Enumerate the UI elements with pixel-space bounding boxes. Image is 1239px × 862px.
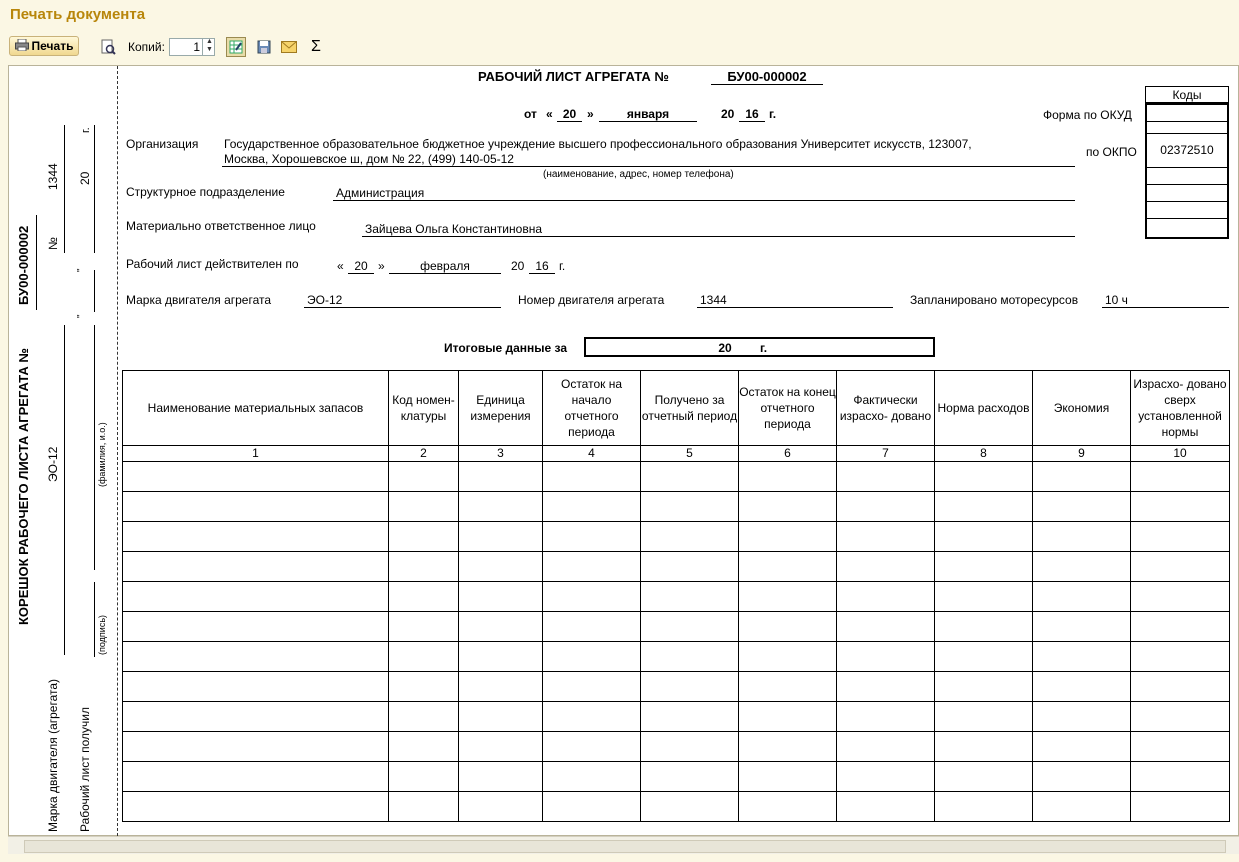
table-cell[interactable] xyxy=(123,702,389,732)
table-cell[interactable] xyxy=(641,732,739,762)
table-cell[interactable] xyxy=(837,642,935,672)
okpo-cell: 02372510 xyxy=(1145,134,1229,168)
table-cell[interactable] xyxy=(543,552,641,582)
okud-label: Форма по ОКУД xyxy=(1043,108,1132,122)
column-number: 3 xyxy=(459,446,543,462)
cut-line xyxy=(117,66,118,836)
table-cell[interactable] xyxy=(1131,732,1230,762)
valid-year-suffix: 16 xyxy=(529,259,555,274)
table-cell[interactable] xyxy=(543,522,641,552)
date-quote-open: « xyxy=(546,107,553,121)
table-cell[interactable] xyxy=(123,792,389,822)
table-cell[interactable] xyxy=(739,612,837,642)
column-header: Фактически израсхо- довано xyxy=(837,371,935,446)
stub-quote-1: " xyxy=(76,268,87,272)
table-cell[interactable] xyxy=(1033,792,1131,822)
valid-day: 20 xyxy=(348,259,374,274)
table-cell[interactable] xyxy=(543,732,641,762)
table-cell[interactable] xyxy=(739,732,837,762)
stub-year-g: г. xyxy=(80,127,92,133)
table-cell[interactable] xyxy=(935,732,1033,762)
materials-table xyxy=(122,370,1230,822)
stub-engine-number-line xyxy=(64,125,65,253)
sum-icon[interactable]: Σ xyxy=(311,38,321,55)
stub-year-prefix: 20 xyxy=(78,171,92,185)
okud-cell xyxy=(1145,103,1229,122)
table-cell[interactable] xyxy=(837,492,935,522)
table-cell[interactable] xyxy=(389,762,459,792)
table-cell[interactable] xyxy=(543,762,641,792)
table-cell[interactable] xyxy=(935,642,1033,672)
codes-cell-2 xyxy=(1145,122,1229,134)
codes-cell-4 xyxy=(1145,168,1229,185)
table-cell[interactable] xyxy=(459,492,543,522)
table-cell[interactable] xyxy=(935,672,1033,702)
table-cell[interactable] xyxy=(837,702,935,732)
totals-year-prefix: 20 xyxy=(712,341,738,356)
codes-box xyxy=(1145,86,1229,239)
table-cell[interactable] xyxy=(1131,492,1230,522)
table-cell[interactable] xyxy=(837,762,935,792)
copies-input[interactable]: 1 xyxy=(169,38,215,56)
table-cell[interactable] xyxy=(837,672,935,702)
stub-year-line xyxy=(94,125,95,253)
table-cell[interactable] xyxy=(935,522,1033,552)
table-cell[interactable] xyxy=(641,462,739,492)
table-cell[interactable] xyxy=(739,642,837,672)
table-cell[interactable] xyxy=(739,672,837,702)
stub-no-sign: № xyxy=(46,237,60,250)
engine-number-label: Номер двигателя агрегата xyxy=(518,293,665,307)
codes-header: Коды xyxy=(1145,86,1229,103)
table-cell[interactable] xyxy=(837,792,935,822)
table-row xyxy=(123,582,1230,612)
stub-date-line xyxy=(94,270,95,312)
codes-cell-5 xyxy=(1145,185,1229,202)
table-cell[interactable] xyxy=(123,642,389,672)
valid-year-prefix: 20 xyxy=(511,259,525,273)
horizontal-scrollbar[interactable] xyxy=(8,836,1239,854)
table-cell[interactable] xyxy=(641,612,739,642)
column-number: 9 xyxy=(1033,446,1131,462)
table-cell[interactable] xyxy=(389,642,459,672)
table-cell[interactable] xyxy=(739,762,837,792)
table-cell[interactable] xyxy=(837,522,935,552)
table-cell[interactable] xyxy=(641,672,739,702)
table-cell[interactable] xyxy=(459,762,543,792)
doc-year-g: г. xyxy=(769,107,777,121)
table-cell[interactable] xyxy=(1131,462,1230,492)
table-cell[interactable] xyxy=(1033,702,1131,732)
column-header: Единица измерения xyxy=(459,371,543,446)
table-cell[interactable] xyxy=(837,732,935,762)
column-number: 1 xyxy=(123,446,389,462)
stub-engine-number: 1344 xyxy=(46,163,60,190)
column-header: Получено за отчетный период xyxy=(641,371,739,446)
table-cell[interactable] xyxy=(459,522,543,552)
table-cell[interactable] xyxy=(459,552,543,582)
column-header: Код номен- клатуры xyxy=(389,371,459,446)
table-row xyxy=(123,612,1230,642)
table-cell[interactable] xyxy=(641,522,739,552)
table-cell[interactable] xyxy=(837,612,935,642)
table-cell[interactable] xyxy=(1033,552,1131,582)
stub-sign-hint: (подпись) xyxy=(97,614,107,655)
table-cell[interactable] xyxy=(389,672,459,702)
engine-brand-label: Марка двигателя агрегата xyxy=(126,293,272,307)
table-cell[interactable] xyxy=(389,732,459,762)
column-number: 6 xyxy=(739,446,837,462)
table-cell[interactable] xyxy=(1033,492,1131,522)
table-row xyxy=(123,462,1230,492)
table-cell[interactable] xyxy=(123,582,389,612)
table-cell[interactable] xyxy=(641,702,739,732)
table-cell[interactable] xyxy=(935,612,1033,642)
table-row xyxy=(123,642,1230,672)
table-cell[interactable] xyxy=(1131,612,1230,642)
table-cell[interactable] xyxy=(459,672,543,702)
table-cell[interactable] xyxy=(543,702,641,732)
copies-spinner[interactable] xyxy=(202,38,216,56)
print-button-label: Печать xyxy=(31,39,74,53)
column-number: 2 xyxy=(389,446,459,462)
table-cell[interactable] xyxy=(739,522,837,552)
valid-label: Рабочий лист действителен по xyxy=(126,257,299,271)
window-title: Печать документа xyxy=(10,6,146,23)
table-cell[interactable] xyxy=(739,462,837,492)
table-cell[interactable] xyxy=(935,702,1033,732)
table-cell[interactable] xyxy=(459,732,543,762)
spin-down-icon[interactable]: ▼ xyxy=(206,46,213,53)
table-row xyxy=(123,732,1230,762)
table-cell[interactable] xyxy=(935,762,1033,792)
dept-value: Администрация xyxy=(333,186,1075,201)
table-cell[interactable] xyxy=(543,612,641,642)
edit-mode-icon[interactable] xyxy=(226,37,246,57)
table-cell[interactable] xyxy=(1131,642,1230,672)
table-cell[interactable] xyxy=(1131,762,1230,792)
table-cell[interactable] xyxy=(389,612,459,642)
spin-up-icon[interactable]: ▲ xyxy=(206,38,213,45)
table-cell[interactable] xyxy=(1131,792,1230,822)
table-cell[interactable] xyxy=(123,612,389,642)
table-cell[interactable] xyxy=(1131,582,1230,612)
table-cell[interactable] xyxy=(389,792,459,822)
table-cell[interactable] xyxy=(1033,642,1131,672)
org-label: Организация xyxy=(126,137,199,151)
table-cell[interactable] xyxy=(543,642,641,672)
table-cell[interactable] xyxy=(1131,552,1230,582)
codes-cell-7 xyxy=(1145,219,1229,239)
table-cell[interactable] xyxy=(935,462,1033,492)
column-number: 7 xyxy=(837,446,935,462)
column-number: 10 xyxy=(1131,446,1230,462)
table-row xyxy=(123,702,1230,732)
table-cell[interactable] xyxy=(389,492,459,522)
table-cell[interactable] xyxy=(739,492,837,522)
org-line1: Государственное образовательное бюджетное учреждение высшего профессионального образования Университет искусств, 123007, xyxy=(224,137,972,151)
table-cell[interactable] xyxy=(123,552,389,582)
dept-label: Структурное подразделение xyxy=(126,185,285,199)
table-cell[interactable] xyxy=(543,462,641,492)
table-cell[interactable] xyxy=(123,732,389,762)
table-row xyxy=(123,552,1230,582)
totals-label: Итоговые данные за xyxy=(444,341,567,355)
mol-label: Материально ответственное лицо xyxy=(126,219,316,233)
column-header: Израсхо- довано сверх установленной нормы xyxy=(1131,371,1230,446)
mail-icon[interactable] xyxy=(279,37,299,57)
table-cell[interactable] xyxy=(1033,522,1131,552)
doc-year-suffix: 16 xyxy=(739,107,765,122)
table-cell[interactable] xyxy=(1033,582,1131,612)
table-cell[interactable] xyxy=(459,612,543,642)
table-cell[interactable] xyxy=(1033,672,1131,702)
column-header: Норма расходов xyxy=(935,371,1033,446)
stub-sign-line xyxy=(94,582,95,657)
table-cell[interactable] xyxy=(837,462,935,492)
column-header: Остаток на конец отчетного периода xyxy=(739,371,837,446)
column-header: Остаток на начало отчетного периода xyxy=(543,371,641,446)
printer-icon xyxy=(15,39,29,54)
stub-fio-hint: (фамилия, и.о.) xyxy=(97,422,107,487)
table-cell[interactable] xyxy=(837,552,935,582)
table-cell[interactable] xyxy=(389,552,459,582)
stub-engine-brand-label: Марка двигателя (агрегата) xyxy=(46,678,60,832)
table-row xyxy=(123,522,1230,552)
codes-cell-6 xyxy=(1145,202,1229,219)
stub-fio-line xyxy=(94,325,95,570)
table-cell[interactable] xyxy=(739,702,837,732)
engine-brand-value: ЭО-12 xyxy=(304,293,501,308)
table-cell[interactable] xyxy=(641,762,739,792)
table-cell[interactable] xyxy=(459,702,543,732)
table-cell[interactable] xyxy=(459,642,543,672)
doc-title: РАБОЧИЙ ЛИСТ АГРЕГАТА № xyxy=(478,69,669,84)
planned-value: 10 ч xyxy=(1102,293,1229,308)
stub-title: КОРЕШОК РАБОЧЕГО ЛИСТА АГРЕГАТА № xyxy=(16,348,31,625)
org-line2: Москва, Хорошевское ш, дом № 22, (499) 140-05-12 xyxy=(222,152,1075,167)
scrollbar-thumb[interactable] xyxy=(24,840,1226,853)
mol-value: Зайцева Ольга Константиновна xyxy=(362,222,1075,237)
table-cell[interactable] xyxy=(935,582,1033,612)
table-cell[interactable] xyxy=(389,522,459,552)
table-row xyxy=(123,672,1230,702)
date-quote-close: » xyxy=(587,107,594,121)
save-icon[interactable] xyxy=(254,37,274,57)
table-cell[interactable] xyxy=(739,552,837,582)
doc-year-prefix: 20 xyxy=(721,107,735,121)
table-row xyxy=(123,492,1230,522)
copies-label: Копий: xyxy=(128,40,165,54)
column-header: Наименование материальных запасов xyxy=(123,371,389,446)
table-row xyxy=(123,792,1230,822)
table-cell[interactable] xyxy=(389,702,459,732)
stub-engine-brand-line xyxy=(64,325,65,655)
table-cell[interactable] xyxy=(1033,762,1131,792)
table-cell[interactable] xyxy=(1131,672,1230,702)
table-cell[interactable] xyxy=(543,492,641,522)
table-cell[interactable] xyxy=(641,492,739,522)
print-button[interactable] xyxy=(9,36,79,56)
table-cell[interactable] xyxy=(641,792,739,822)
table-header-row xyxy=(123,371,1230,446)
table-cell[interactable] xyxy=(123,672,389,702)
stub-engine-brand: ЭО-12 xyxy=(46,446,60,482)
table-cell[interactable] xyxy=(935,552,1033,582)
preview-icon[interactable] xyxy=(98,37,118,57)
column-number: 4 xyxy=(543,446,641,462)
stub-quote-2: " xyxy=(76,314,87,318)
doc-day: 20 xyxy=(557,107,582,122)
table-number-row xyxy=(123,446,1230,462)
valid-quote-close: » xyxy=(378,259,385,273)
from-label: от xyxy=(524,107,537,121)
column-number: 5 xyxy=(641,446,739,462)
table-cell[interactable] xyxy=(543,672,641,702)
doc-month: января xyxy=(599,107,697,122)
table-row xyxy=(123,762,1230,792)
table-cell[interactable] xyxy=(935,792,1033,822)
column-number: 8 xyxy=(935,446,1033,462)
table-cell[interactable] xyxy=(1131,702,1230,732)
table-cell[interactable] xyxy=(389,582,459,612)
stub-number-underline xyxy=(36,215,37,310)
doc-number: БУ00-000002 xyxy=(711,69,823,85)
table-cell[interactable] xyxy=(935,492,1033,522)
table-cell[interactable] xyxy=(123,522,389,552)
column-header: Экономия xyxy=(1033,371,1131,446)
engine-number-value: 1344 xyxy=(697,293,893,308)
table-cell[interactable] xyxy=(1033,732,1131,762)
table-cell[interactable] xyxy=(641,582,739,612)
table-cell[interactable] xyxy=(739,792,837,822)
okpo-label: по ОКПО xyxy=(1086,145,1137,159)
table-cell[interactable] xyxy=(837,582,935,612)
valid-year-g: г. xyxy=(559,259,566,273)
table-cell[interactable] xyxy=(543,792,641,822)
table-cell[interactable] xyxy=(1131,522,1230,552)
table-cell[interactable] xyxy=(739,582,837,612)
table-cell[interactable] xyxy=(123,492,389,522)
table-cell[interactable] xyxy=(459,462,543,492)
stub-number: БУ00-000002 xyxy=(16,225,31,305)
table-cell[interactable] xyxy=(459,792,543,822)
table-cell[interactable] xyxy=(641,642,739,672)
planned-label: Запланировано моторесурсов xyxy=(910,293,1079,307)
table-cell[interactable] xyxy=(641,552,739,582)
table-cell[interactable] xyxy=(1033,462,1131,492)
table-cell[interactable] xyxy=(389,462,459,492)
table-cell[interactable] xyxy=(123,462,389,492)
valid-quote-open: « xyxy=(337,259,344,273)
org-hint: (наименование, адрес, номер телефона) xyxy=(543,169,734,180)
stub-received-label: Рабочий лист получил xyxy=(78,707,92,832)
valid-month: февраля xyxy=(389,259,501,274)
table-cell[interactable] xyxy=(123,762,389,792)
table-cell[interactable] xyxy=(1033,612,1131,642)
totals-year-g: г. xyxy=(760,341,768,355)
table-cell[interactable] xyxy=(459,582,543,612)
table-cell[interactable] xyxy=(543,582,641,612)
